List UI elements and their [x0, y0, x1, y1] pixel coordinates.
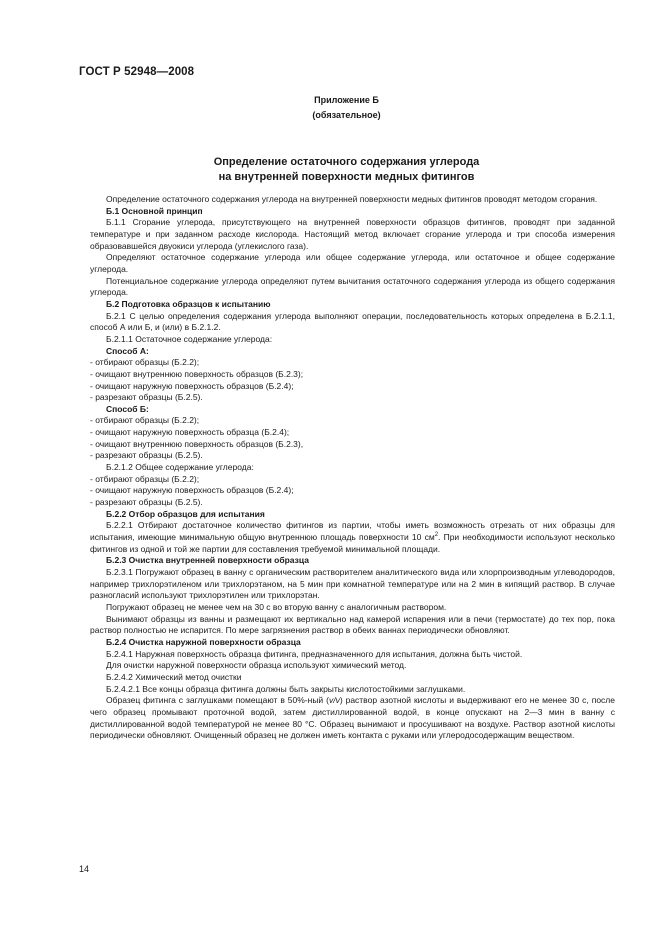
- section-b2-3-heading: Б.2.3 Очистка внутренней поверхности образца: [106, 555, 309, 566]
- clause-b2-4-2-1: Б.2.4.2.1 Все концы образца фитинга должны быть закрыты кислотостойкими заглушками.: [106, 683, 466, 694]
- list-item: - отбирают образцы (Б.2.2);: [90, 415, 200, 426]
- clause-b2-1: Б.2.1 С целью определения содержания углерода выполняют операции, последовательность которых определена в Б.2.1.1, способ А или Б, и (или) в Б.2.1.2.: [90, 310, 615, 333]
- text: ) раствор азотной кислоты и выдерживают его не менее 30 с, после чего образец промывают проточной водой, затем дистиллированной водой, в конце опускают на 2—3 мин в ванну с дистиллированной водой температурой не менее 80 °С. Образец вынимают и просушивают на воздухе. Раствор азотной кислоты периодически обновляют. Очищенный образец не должен иметь контакта с руками или углеродосодержащим веществом.: [90, 695, 615, 741]
- document-title: [16, 155, 661, 185]
- clause-b2-2-1: [90, 520, 615, 555]
- list-item: - отбирают образцы (Б.2.2);: [90, 357, 200, 368]
- list-item: - очищают внутреннюю поверхность образцов (Б.2.3);: [90, 368, 304, 379]
- annex-title: Приложение Б: [314, 95, 379, 105]
- text: . При необходимости используют несколько фитингов из одной и той же партии для составления требуемой минимальной площади.: [90, 532, 615, 554]
- page-number: 14: [79, 864, 90, 874]
- clause-b1-1: Б.1.1 Сгорание углерода, присутствующего на внутренней поверхности образцов фитингов, проводят при заданной температуре и при заданном расходе кислорода. Настоящий метод включает сгорание углерода и три способа измерения образовавшейся двуокиси углерода (углекислого газа).: [90, 217, 615, 251]
- list-item: - разрезают образцы (Б.2.5).: [90, 392, 203, 403]
- clause-b2-4-2: Б.2.4.2 Химический метод очистки: [106, 671, 242, 682]
- paragraph: Вынимают образцы из ванны и размещают их вертикально над камерой испарения или в печи (термостате) до тех пор, пока раствор полностью не испарится. По мере загрязнения раствор в обеих ваннах периодически обновляют.: [90, 613, 615, 636]
- text: Б.2.2.1 Отбирают достаточное количество фитингов из партии, чтобы иметь возможность отрезать от них образцы для испытания, имеющие минимальную общую внутреннюю площадь поверхности 10 см: [90, 520, 615, 543]
- section-b2-2-heading: Б.2.2 Отбор образцов для испытания: [106, 508, 265, 519]
- section-b2-4-heading: Б.2.4 Очистка наружной поверхности образца: [106, 636, 301, 647]
- list-item: - очищают внутреннюю поверхность образцов (Б.2.3),: [90, 438, 304, 449]
- list-item: - очищают наружную поверхность образцов (Б.2.4);: [90, 485, 294, 496]
- clause-b2-3-1: Б.2.3.1 Погружают образец в ванну с органическим растворителем аналитического вида или хлорпроизводным углеводородов, например трихлорэтиленом или трихлорэтаном, на 5 мин при комнатной температуре или на 2 мин в кипящий раствор. В случае разногласий используют трихлорэтилен или трихлорэтан.: [90, 567, 615, 601]
- clause-b2-4-1: Б.2.4.1 Наружная поверхность образца фитинга, предназначенного для испытания, должна быть чистой.: [106, 648, 523, 659]
- section-b1-heading: Б.1 Основной принцип: [106, 205, 203, 216]
- document-title-line-2: на внутренней поверхности медных фитингов: [218, 171, 475, 183]
- list-item: - очищают наружную поверхность образцов (Б.2.4);: [90, 380, 294, 391]
- method-b-label: Способ Б:: [106, 403, 149, 414]
- list-item: - очищают наружную поверхность образца (Б.2.4);: [90, 427, 290, 438]
- superscript: 2: [434, 532, 439, 539]
- document-body: [90, 194, 615, 742]
- list-item: - разрезают образцы (Б.2.5).: [90, 497, 203, 508]
- paragraph: [90, 695, 615, 742]
- intro-paragraph: Определение остаточного содержания углерода на внутренней поверхности медных фитингов проводят методом сгорания.: [106, 194, 598, 204]
- paragraph: Потенциальное содержание углерода определяют путем вычитания остаточного содержания углерода из общего содержания углерода.: [90, 275, 615, 298]
- list-item: - разрезают образцы (Б.2.5).: [90, 450, 203, 461]
- clause-b2-1-1: Б.2.1.1 Остаточное содержание углерода:: [106, 333, 273, 344]
- text-italic: v/v: [328, 695, 340, 706]
- clause-b2-1-2: Б.2.1.2 Общее содержание углерода:: [106, 462, 254, 473]
- standard-designation: ГОСТ Р 52948—2008: [79, 66, 195, 78]
- paragraph: Определяют остаточное содержание углерода или общее содержание углерода, или остаточное и общее содержание углерода.: [90, 252, 615, 274]
- method-a-label: Способ А:: [106, 345, 149, 356]
- annex-status: (обязательное): [312, 110, 381, 120]
- document-title-line-1: Определение остаточного содержания углерода: [213, 156, 480, 168]
- text: Образец фитинга с заглушками помещают в 50%-ный (: [106, 695, 329, 706]
- section-b2-heading: Б.2 Подготовка образцов к испытанию: [106, 298, 271, 309]
- paragraph: Для очистки наружной поверхности образца используют химический метод.: [106, 660, 407, 671]
- paragraph: Погружают образец не менее чем на 30 с во вторую ванну с аналогичным раствором.: [106, 601, 447, 612]
- list-item: - отбирают образцы (Б.2.2);: [90, 473, 200, 484]
